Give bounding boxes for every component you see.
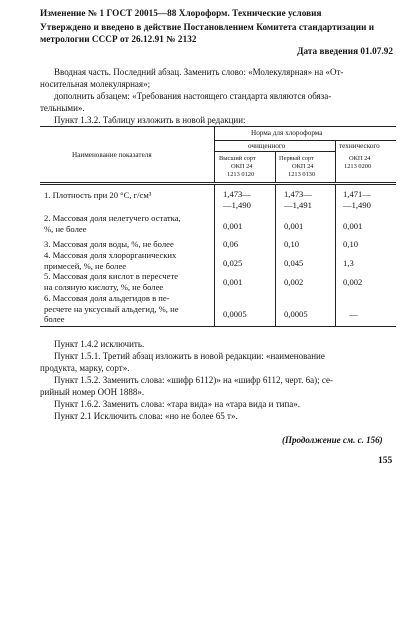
- table-top-rule: [40, 126, 396, 127]
- paragraph-1-5-1-line1: Пункт 1.5.1. Третий абзац изложить в новой редакции: «наименование: [54, 351, 325, 361]
- table-row-5-tech: 0,002: [343, 277, 363, 287]
- table-rule-norm: [215, 140, 396, 141]
- table-body-divider-3: [335, 185, 336, 326]
- table-row-4-grade2: 0,045: [284, 258, 304, 268]
- table-row-1-tech: 1,471— —1,490: [343, 189, 371, 210]
- page-number: 155: [378, 456, 393, 466]
- table-divider-vertical-main: [214, 126, 215, 182]
- table-row-label-5: 5. Массовая доля кислот в пересчете на соляную кислоту, %, не более: [44, 271, 179, 292]
- effective-date: Дата введения 01.07.92: [297, 46, 393, 56]
- grade2-line3: 1213 0130: [288, 171, 316, 178]
- document-title: Изменение № 1 ГОСТ 20015—88 Хлороформ. Технические условия: [40, 8, 322, 18]
- table-row-2-tech: 0,001: [343, 221, 363, 231]
- grade3-line2: 1213 0200: [344, 163, 372, 170]
- table-head-technical: технического: [339, 142, 380, 150]
- grade1-line3: 1213 0120: [227, 171, 255, 178]
- table-row-5-grade1: 0,001: [223, 277, 243, 287]
- table-row-5-grade2: 0,002: [284, 277, 304, 287]
- table-divider-vertical-tech: [335, 140, 336, 182]
- paragraph-1-5-2-line2: рийный номер ООН 1888».: [40, 387, 145, 397]
- table-head-norm: Норма для хлороформа: [251, 129, 323, 137]
- approval-line-2: метрологии СССР от 26.12.91 № 2132: [40, 34, 197, 44]
- table-divider-vertical-grade: [275, 151, 276, 182]
- table-row-label-1: 1. Плотность при 20 °С, г/см³: [44, 190, 152, 200]
- intro-line-1: Вводная часть. Последний абзац. Заменить слово: «Молекулярная» на «От-: [54, 67, 344, 77]
- grade3-line1: ОКП 24: [349, 155, 371, 162]
- grade1-line1: Высший сорт: [219, 155, 256, 162]
- table-row-2-grade1: 0,001: [223, 221, 243, 231]
- table-row-3-tech: 0,10: [343, 239, 359, 249]
- paragraph-1-5-2-line1: Пункт 1.5.2. Заменить слова: «шифр 6112)» на «шифр 6112, черт. 6а); се-: [54, 375, 334, 385]
- table-body-divider-2: [275, 185, 276, 326]
- table-row-1-grade1: 1,473— —1,490: [223, 189, 251, 210]
- table-row-6-grade2: 0,0005: [284, 309, 308, 319]
- table-header-bottom-rule: [40, 182, 396, 183]
- intro-line-3: дополнить абзацем: «Требования настоящего стандарта являются обяза-: [54, 91, 332, 101]
- grade2-line2: ОКП 24: [292, 163, 314, 170]
- paragraph-1-4-2: Пункт 1.4.2 исключить.: [54, 339, 145, 349]
- table-row-label-2: 2. Массовая доля нелетучего остатка, %, не более: [44, 213, 181, 234]
- paragraph-1-6-2: Пункт 1.6.2. Заменить слова: «тара вида» на «тара вида и типа».: [54, 399, 301, 409]
- paragraph-2-1: Пункт 2.1 Исключить слова: «но не более 65 т».: [54, 411, 238, 421]
- table-row-2-grade2: 0,001: [284, 221, 304, 231]
- table-row-6-tech: —: [349, 309, 358, 319]
- table-row-3-grade2: 0,10: [284, 239, 300, 249]
- table-row-4-tech: 1,3: [343, 258, 354, 268]
- intro-line-5: Пункт 1.3.2. Таблицу изложить в новой редакции:: [54, 115, 246, 125]
- table-row-label-6: 6. Массовая доля альдегидов в пе- ресчете на уксусный альдегид, %, не более: [44, 293, 179, 324]
- table-header-bottom-rule-2: [40, 184, 396, 185]
- table-row-3-grade1: 0,06: [223, 239, 239, 249]
- table-row-6-grade1: 0,0005: [223, 309, 247, 319]
- table-row-4-grade1: 0,025: [223, 258, 243, 268]
- table-body-divider-1: [214, 185, 215, 326]
- approval-line-1: Утверждено и введено в действие Постановлением Комитета стандартизации и: [40, 22, 375, 32]
- table-row-label-4: 4. Массовая доля хлорорганических примесей, %, не более: [44, 250, 177, 271]
- intro-line-2: носительная молекулярная»;: [40, 79, 151, 89]
- table-head-indicator: Наименование показателя: [72, 151, 152, 159]
- intro-line-4: тельными».: [40, 103, 85, 113]
- table-head-purified: очищенного: [248, 142, 286, 150]
- grade2-line1: Первый сорт: [279, 155, 314, 162]
- table-row-1-grade2: 1,473— —1,491: [284, 189, 312, 210]
- paragraph-1-5-1-line2: продукта, марку, сорт».: [40, 363, 130, 373]
- continued-note: (Продолжение см. с. 156): [282, 435, 383, 445]
- table-bottom-rule: [40, 326, 396, 327]
- grade1-line2: ОКП 24: [231, 163, 253, 170]
- table-row-label-3: 3. Массовая доля воды, %, не более: [44, 239, 174, 249]
